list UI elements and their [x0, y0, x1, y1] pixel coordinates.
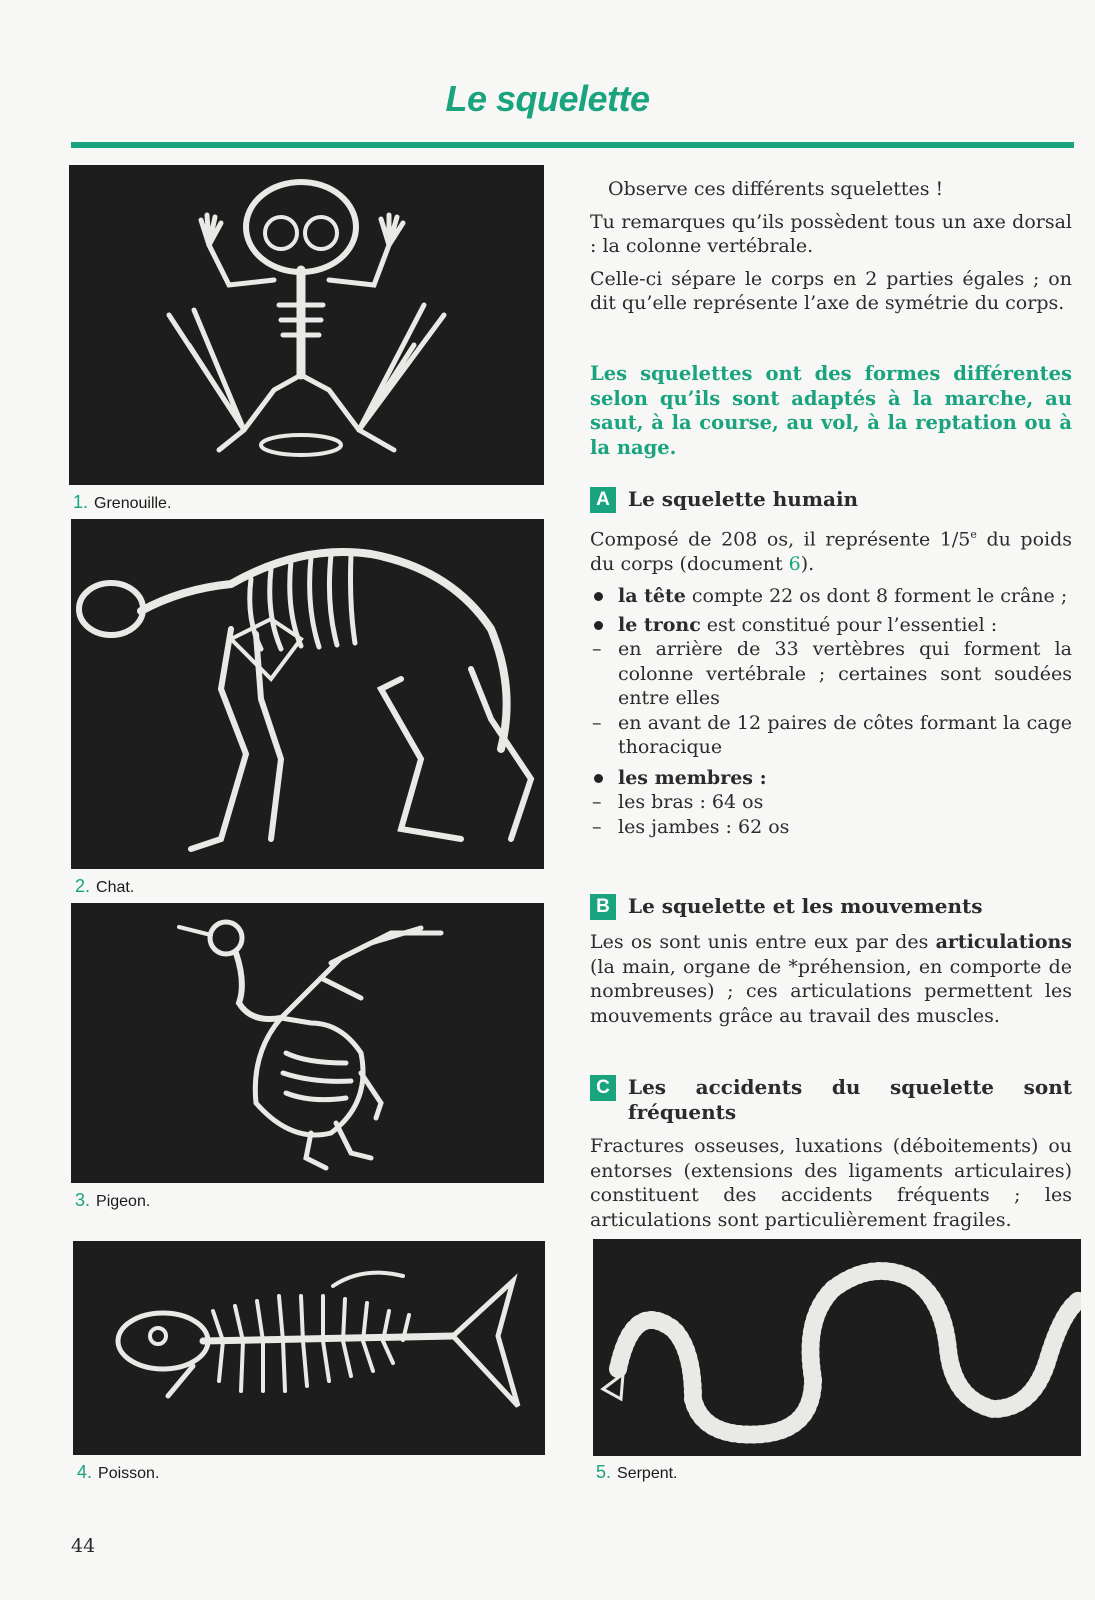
photo-cat	[71, 519, 544, 869]
snake-skeleton-icon	[593, 1239, 1081, 1456]
highlight-text: Les squelettes ont des formes différentes selon qu’ils sont adaptés à la marche, au saut, à la course, au vol, à la reptation ou à la nage.	[590, 362, 1072, 459]
section-c-heading: C Les accidents du squelette sont fréquents	[590, 1075, 1072, 1124]
title-rule	[71, 142, 1074, 148]
section-a-heading: A Le squelette humain	[590, 487, 1072, 513]
bullet-tronc: le tronc est constitué pour l’essentiel :	[590, 613, 1072, 638]
intro-block	[590, 177, 1072, 324]
dash-cotes: – en avant de 12 paires de côtes formant la cage thoracique	[590, 711, 1072, 760]
fish-skeleton-icon	[73, 1241, 545, 1455]
intro-p3: Celle-ci sépare le corps en 2 parties égales ; on dit qu’elle représente l’axe de symétrie du corps.	[590, 267, 1072, 314]
section-b-badge: B	[590, 894, 616, 920]
section-b-text: Les os sont unis entre eux par des articulations (la main, organe de *préhension, en comporte de nombreuses) ; ces articulations permettent les mouvements grâce au travail des muscles.	[590, 931, 1072, 1027]
intro-p2: Tu remarques qu’ils possèdent tous un axe dorsal : la colonne vertébrale.	[590, 210, 1072, 257]
caption-frog: 1. Grenouille.	[73, 492, 172, 512]
caption-snake: 5. Serpent.	[596, 1462, 678, 1482]
bullet-tete: la tête compte 22 os dont 8 forment le crâne ;	[590, 584, 1072, 609]
section-a-badge: A	[590, 487, 616, 513]
section-b	[590, 894, 1072, 1036]
section-b-heading: B Le squelette et les mouvements	[590, 894, 1072, 920]
section-c-text: Fractures osseuses, luxations (déboitements) ou entorses (extensions des ligaments articulaires) constituent des accidents fréquents ; les articulations sont particulièrement fragiles.	[590, 1135, 1072, 1231]
frog-skeleton-icon	[69, 165, 544, 485]
section-a-lead: Composé de 208 os, il représente 1/5e du poids du corps (document 6).	[590, 528, 1072, 575]
document-ref-link[interactable]: 6	[788, 552, 801, 575]
section-c-badge: C	[590, 1075, 616, 1101]
photo-pigeon	[71, 903, 544, 1183]
caption-cat: 2. Chat.	[75, 876, 135, 896]
photo-fish	[73, 1241, 545, 1455]
page-title: Le squelette	[445, 78, 650, 119]
photo-snake	[593, 1239, 1081, 1456]
page-number: 44	[71, 1535, 96, 1557]
caption-pigeon: 3. Pigeon.	[75, 1190, 151, 1210]
photo-frog	[69, 165, 544, 485]
section-c	[590, 1075, 1072, 1240]
dash-vertebres: – en arrière de 33 vertèbres qui forment la colonne vertébrale ; certaines sont soudées entre elles	[590, 637, 1072, 711]
dash-jambes: – les jambes : 62 os	[590, 815, 1072, 840]
pigeon-skeleton-icon	[71, 903, 544, 1183]
intro-p1: Observe ces différents squelettes !	[608, 178, 944, 200]
caption-fish: 4. Poisson.	[77, 1462, 160, 1482]
section-a	[590, 487, 1072, 839]
cat-skeleton-icon	[71, 519, 544, 869]
bullet-membres: les membres :	[590, 766, 1072, 791]
dash-bras: – les bras : 64 os	[590, 790, 1072, 815]
